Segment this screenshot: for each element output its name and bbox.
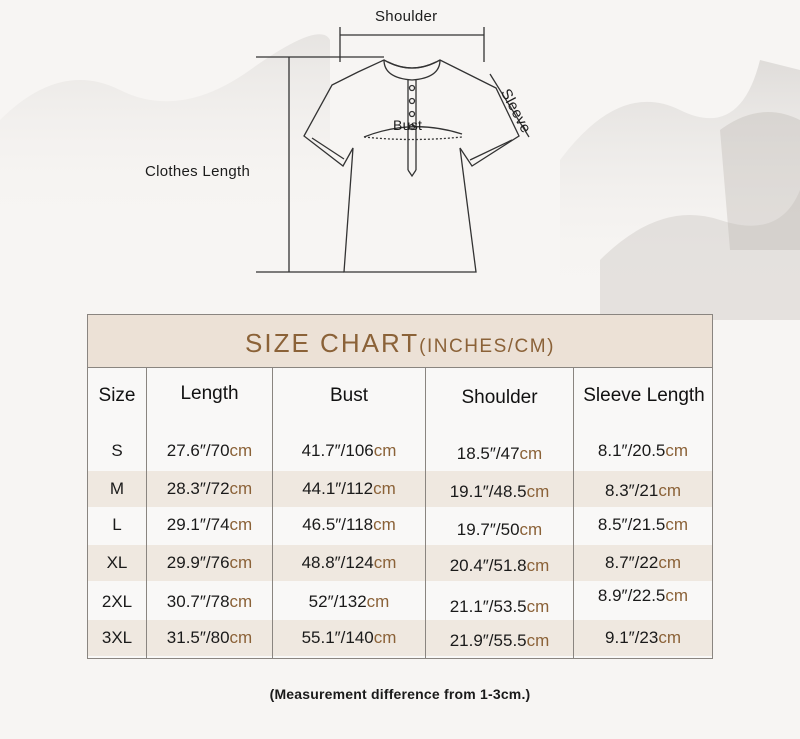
cell-value: 8.1″/20.5 — [597, 441, 666, 460]
cell-value: 29.9″/76 — [166, 553, 230, 572]
cell-sleeve — [574, 545, 712, 581]
cell-sleeve — [574, 433, 712, 469]
cell-value: 8.9″/22.5 — [597, 586, 666, 605]
cell-bust — [273, 471, 425, 507]
header-sleeve-length: Sleeve Length — [583, 385, 705, 406]
shoulder-label: Shoulder — [375, 8, 438, 25]
cell-value: 30.7″/78 — [166, 592, 230, 611]
cell-length — [147, 545, 272, 581]
cell-unit: cm — [229, 553, 253, 572]
cell-sleeve — [574, 620, 712, 656]
column-divider — [146, 368, 147, 659]
table-row — [88, 471, 712, 507]
cell-unit: cm — [229, 441, 253, 460]
cell-sleeve — [574, 578, 712, 614]
cell-value: 21.9″/55.5 — [449, 631, 527, 650]
cell-value: 21.1″/53.5 — [449, 597, 527, 616]
cell-unit: cm — [373, 479, 396, 498]
cell-unit: cm — [519, 444, 543, 463]
size-chart-title — [88, 315, 712, 368]
cell-sleeve — [574, 473, 712, 509]
cell-bust — [273, 584, 425, 620]
header-shoulder: Shoulder — [461, 387, 538, 408]
cell-size: XL — [106, 553, 128, 572]
cell-value: 52″/132 — [308, 592, 367, 611]
size-chart-table — [87, 314, 713, 659]
cell-value: 48.8″/124 — [301, 553, 374, 572]
cell-unit: cm — [229, 515, 253, 534]
header-length: Length — [180, 383, 239, 404]
cell-value: 46.5″/118 — [302, 515, 374, 534]
size-chart-title-unit: (INCHES/CM) — [419, 336, 555, 357]
cell-unit: cm — [665, 441, 689, 460]
cell-shoulder — [426, 548, 573, 584]
cell-value: 55.1″/140 — [301, 628, 374, 647]
cell-length — [147, 507, 272, 543]
cell-length — [147, 584, 272, 620]
cell-unit: cm — [526, 556, 550, 575]
cell-length — [147, 620, 272, 656]
cell-value: 20.4″/51.8 — [449, 556, 527, 575]
cell-bust — [273, 433, 425, 469]
cell-size: 3XL — [101, 628, 133, 647]
cell-value: 19.7″/50 — [456, 520, 520, 539]
cell-size: S — [111, 441, 123, 460]
cell-length — [147, 471, 272, 507]
cell-unit: cm — [373, 628, 397, 647]
cell-unit: cm — [665, 515, 689, 534]
cell-unit: cm — [526, 482, 550, 501]
cell-value: 28.3″/72 — [166, 479, 230, 498]
cell-unit: cm — [658, 628, 681, 647]
table-row — [88, 433, 712, 469]
cell-size: 2XL — [101, 592, 133, 611]
cell-shoulder — [426, 474, 573, 510]
cell-unit: cm — [526, 597, 550, 616]
cell-unit: cm — [229, 628, 253, 647]
table-row — [88, 620, 712, 656]
column-divider — [272, 368, 273, 659]
cell-value: 9.1″/23 — [605, 628, 659, 647]
cell-value: 29.1″/74 — [166, 515, 230, 534]
cell-unit: cm — [658, 553, 681, 572]
size-chart-title-main: SIZE CHART — [245, 328, 420, 358]
cell-unit: cm — [519, 520, 543, 539]
cell-bust — [273, 620, 425, 656]
column-divider — [573, 368, 574, 659]
cell-unit: cm — [229, 479, 253, 498]
cell-bust — [273, 507, 425, 543]
cell-length — [147, 433, 272, 469]
cell-shoulder — [426, 623, 573, 659]
cell-shoulder — [426, 436, 573, 472]
cell-unit: cm — [665, 586, 689, 605]
clothes-length-label: Clothes Length — [145, 163, 251, 180]
bust-label: Bust — [393, 117, 423, 133]
cell-unit: cm — [373, 553, 397, 572]
cell-value: 44.1″/112 — [302, 479, 374, 498]
cell-value: 18.5″/47 — [456, 444, 520, 463]
header-size: Size — [98, 385, 136, 406]
cell-value: 31.5″/80 — [166, 628, 230, 647]
cell-value: 8.7″/22 — [605, 553, 659, 572]
table-row — [88, 584, 712, 620]
cell-unit: cm — [658, 481, 681, 500]
cell-unit: cm — [373, 441, 397, 460]
sleeve-label: Sleeve — [496, 86, 535, 137]
cell-shoulder — [426, 512, 573, 548]
cell-sleeve — [574, 507, 712, 543]
cell-size: M — [109, 479, 125, 498]
table-row — [88, 507, 712, 543]
measurement-note: (Measurement difference from 1-3cm.) — [269, 686, 531, 702]
header-bust: Bust — [329, 385, 369, 406]
cell-value: 8.3″/21 — [605, 481, 659, 500]
table-row — [88, 545, 712, 581]
column-divider — [425, 368, 426, 659]
cell-size: L — [112, 515, 122, 534]
cell-value: 41.7″/106 — [301, 441, 374, 460]
cell-unit: cm — [366, 592, 390, 611]
cell-value: 8.5″/21.5 — [597, 515, 666, 534]
shirt-measurement-diagram — [0, 0, 800, 300]
cell-unit: cm — [526, 631, 550, 650]
cell-unit: cm — [229, 592, 253, 611]
cell-value: 27.6″/70 — [166, 441, 230, 460]
cell-value: 19.1″/48.5 — [449, 482, 527, 501]
cell-bust — [273, 545, 425, 581]
cell-unit: cm — [373, 515, 396, 534]
